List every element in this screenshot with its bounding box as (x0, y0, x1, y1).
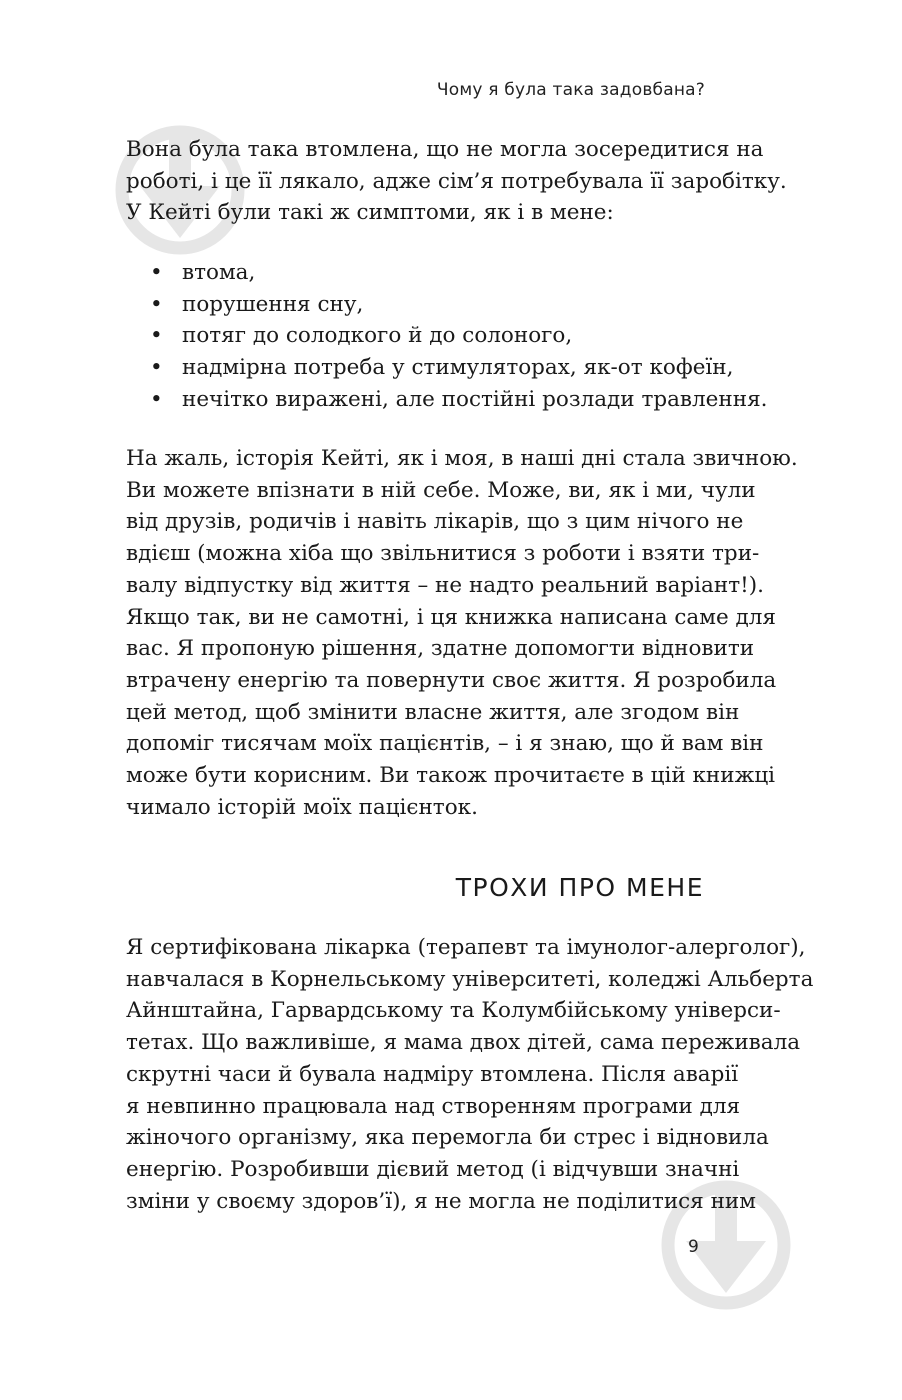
symptom-list (126, 257, 767, 416)
text-line: Айнштайна, Гарвардському та Колумбійському універси- (126, 998, 781, 1024)
text-line: зміни у своєму здоров’ї), я не могла не поділитися ним (126, 1188, 756, 1214)
text-line: тетах. Що важливіше, я мама двох дітей, сама переживала (126, 1030, 801, 1056)
text-line: роботі, і це її лякало, адже сім’я потребувала її заробітку. (126, 168, 787, 194)
list-item-text: надмірна потреба у стимуляторах, як-от кофеїн, (182, 355, 734, 381)
paragraph-3 (126, 932, 814, 1217)
text-line: енергію. Розробивши дієвий метод (і відчувши значні (126, 1156, 740, 1182)
text-line: У Кейті були такі ж симптоми, як і в мене: (126, 200, 614, 226)
page-number: 9 (688, 1237, 699, 1257)
list-item-text: втома, (182, 260, 256, 285)
bullet-icon: • (150, 355, 163, 381)
text-line: я невпинно працювала над створенням програми для (126, 1093, 741, 1119)
section-heading: ТРОХИ ПРО МЕНЕ (455, 873, 704, 902)
text-line: навчалася в Корнельському університеті, коледжі Альберта (126, 966, 814, 992)
text-line: Якщо так, ви не самотні, і ця книжка написана саме для (126, 604, 776, 630)
text-line: чимало історій моїх пацієнток. (126, 794, 478, 820)
running-head: Чому я була така задовбана? (436, 80, 705, 100)
text-line: вдієш (можна хіба що звільнитися з роботи і взяти три- (126, 541, 760, 567)
list-item (126, 384, 767, 416)
text-line: може бути корисним. Ви також прочитаєте в цій книжці (126, 763, 776, 789)
list-item-text: порушення сну, (182, 291, 364, 317)
text-line: жіночого організму, яка перемогла би стрес і відновила (126, 1125, 769, 1151)
list-item-text: нечітко виражені, але постійні розлади травлення. (182, 386, 768, 412)
list-item (126, 289, 767, 321)
text-line: скрутні часи й бувала надміру втомлена. Після аварії (126, 1061, 739, 1087)
paragraph-1 (126, 134, 787, 229)
text-line: від друзів, родичів і навіть лікарів, що з цим нічого не (126, 509, 744, 535)
text-line: втрачену енергію та повернути своє життя. Я розробила (126, 667, 777, 693)
bullet-icon: • (150, 386, 163, 412)
text-line: допоміг тисячам моїх пацієнтів, – і я знаю, що й вам він (126, 731, 764, 757)
paragraph-2 (126, 443, 798, 823)
text-line: На жаль, історія Кейті, як і моя, в наші дні стала звичною. (126, 446, 798, 471)
bullet-icon: • (150, 260, 163, 285)
list-item-text: потяг до солодкого й до солоного, (182, 323, 573, 349)
bullet-icon: • (150, 323, 163, 349)
text-line: цей метод, щоб змінити власне життя, але згодом він (126, 699, 740, 725)
text-line: валу відпустку від життя – не надто реальний варіант!). (126, 572, 764, 598)
text-line: вас. Я пропоную рішення, здатне допомогти відновити (126, 636, 755, 662)
list-item (126, 320, 767, 352)
list-item (126, 352, 767, 384)
text-line: Вона була така втомлена, що не могла зосередитися на (126, 137, 764, 162)
list-item (126, 257, 767, 289)
text-line: Ви можете впізнати в ній себе. Може, ви, як і ми, чули (126, 477, 756, 503)
bullet-icon: • (150, 291, 163, 317)
text-line: Я сертифікована лікарка (терапевт та імунолог-алерголог), (126, 935, 806, 960)
